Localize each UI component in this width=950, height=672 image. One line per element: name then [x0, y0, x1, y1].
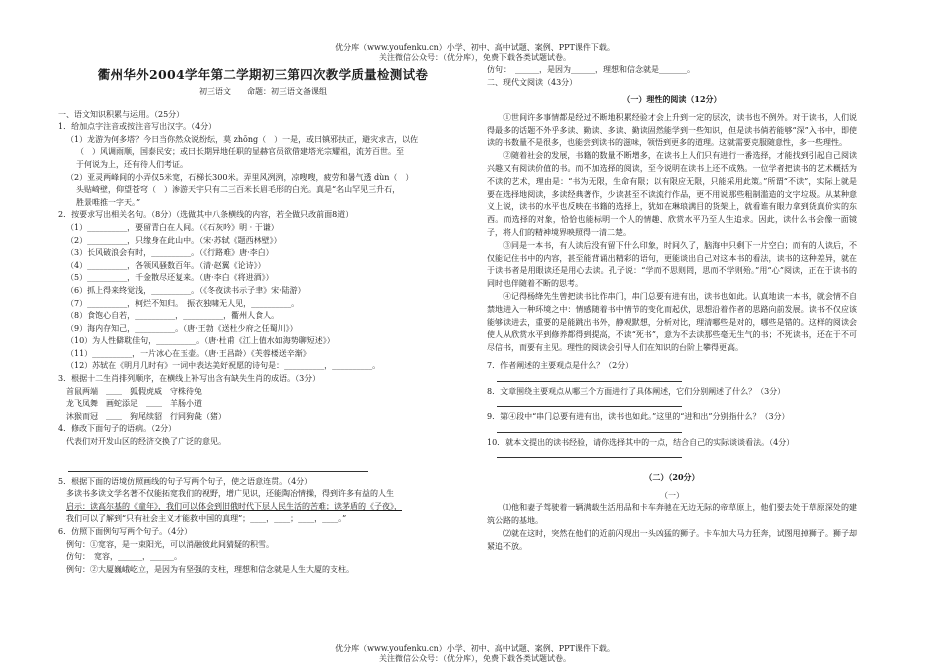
q2-item: （7）__________，柯烂不知归。 振衣独啸无人见，__________。	[66, 298, 300, 308]
q1-line: （2）亚灵两峰间的小弄仅5米宽，石梯长300米。弄里风冽洌，凉嗖嗖，疲劳和暑气透 dùn（ ）	[66, 172, 414, 182]
q3-row: 龙飞凤舞 画蛇添足 ＿＿ 羊肠小道	[66, 399, 202, 409]
q3-row: 沐猴而冠 ＿＿ 狗尾续貂 行同狗彘（猪）	[66, 411, 226, 421]
left-column	[58, 60, 468, 576]
exam-subtitle: 初三语文 命题：初三语文备课组	[199, 87, 327, 96]
answer-line	[68, 463, 368, 472]
question-3: 3．根据十二生肖排列顺序，在横线上补写出含有缺失生肖的成语。（3分）	[58, 374, 321, 384]
page-footer	[0, 644, 950, 664]
q2-item: （1）__________，要留青白在人间。（《石灰吟》明 · 于谦）	[66, 222, 279, 232]
q6-example-1: 例句：①宽容，是一束阳光，可以消融彼此间猜疑的积雪。	[66, 539, 274, 549]
q2-item: （4）__________，各领风骚数百年。（清·赵翼《论诗》）	[66, 260, 266, 270]
question-6: 6．仿照下面例句写两个句子。（4分）	[58, 527, 193, 536]
q5-line: 多读书多读文学名著不仅能拓宽我们的视野，增广见识，还能陶冶情操，得到许多有益的人生	[66, 489, 394, 499]
q5-line: 我们可以了解到“只有社会主义才能救中国的真理”；____，____；____，____。”	[66, 514, 347, 524]
reading-1-para-4: ④记得杨绛先生曾把读书比作串门，串门总要有进有出，读书也如此。认真地读一本书，就会情不自禁地进入一种环境之中：情感随着书中情节的变化而起伏，思想沿着作者的思路向前发展。读书不仅应该能够读进去，重要的是能跳出书外，静观默想，分析对比，理清哪些是对的，哪些是错的。这样的阅读会使人从欣赏水平到修养都得到提高，不读“死书”，意为不去读那些毫无生气的书；不死读书，还在于不可尽信书，而要有主见。理性的阅读会引导人们在知识的台阶上攀得更高。	[487, 291, 857, 353]
q3-row: 首鼠两端 ＿＿ 狐假虎威 守株待兔	[66, 386, 202, 396]
q2-item: （11）__________，一片冰心在玉壶。（唐·王昌龄）《芙蓉楼送辛渐》	[66, 348, 311, 358]
section-2-heading: 二、现代文阅读（43分）	[487, 77, 578, 87]
q6-example-2: 例句：②大厦巍峨屹立，是因为有坚强的支柱，理想和信念就是人生大厦的支柱。	[66, 564, 354, 574]
answer-line	[497, 398, 682, 407]
reading-1-para-3: ③同是一本书，有人读后没有留下什么印象，时间久了，脑海中只剩下一片空白；而有的人读后，不仅能记住书中的内容，甚至能背诵出精彩的语句，更能谈出自己对这本书的看法，读书的这种差异，就在于读书者是用眼读还是用心去读。孔子说：“学而不思则罔，思而不学则殆。”用“心”阅读，正在于读书的同时也伴随着不断的思考。	[487, 240, 857, 289]
q6-imitation-1: 仿句： 宽容，______，______。	[66, 552, 182, 562]
q2-item: （5）__________，千金散尽还复来。（唐·李白《将进酒》）	[66, 273, 274, 283]
q2-item: （6）抓上得来终觉浅，__________。（《冬夜读书示子聿》宋·陆游）	[66, 285, 306, 295]
reading-2-para-1: ⑴他和妻子驾驶着一辆满载生活用品和卡车奔驰在无边无际的帝草原上，他们要去处于草原深处的建筑公路的基地。	[487, 503, 857, 526]
header-line-2: 关注微信公众号：（优分库），免费下载各类试题试卷。	[379, 53, 571, 62]
answer-line	[497, 424, 682, 433]
q2-item: （12）苏轼在《明月几时有》一词中表达美好祝愿的诗句是：__________，__________。	[66, 361, 381, 371]
question-1: 1．给加点字注音或按注音写出汉字。（4分）	[58, 122, 217, 132]
reading-2-title: （二）（20分）	[644, 472, 700, 483]
reading-2-para-2: ⑵就在这时，突然在他们的近前闪现出一头凶猛的狮子。卡车加大马力狂奔，试图甩掉狮子。狮子却紧追不放。	[487, 529, 857, 551]
right-column	[487, 64, 857, 554]
question-8: 8．文章围绕主要观点从哪三个方面进行了具体阐述，它们分别阐述了什么？（3分）	[487, 386, 786, 396]
answer-line	[497, 449, 682, 458]
q1-line: 头贴崎壁，仰望苍穹（ ）渗游天宇只有二三百米长眉毛形的白光。真是“名山罕见三升石，	[76, 185, 401, 195]
q1-line: （ ）风调雨顺，国泰民安；或曰长期异地任职的显赫官员欲借建塔光宗耀祖，流芳百世。至	[76, 147, 404, 157]
question-7: 7．作者阐述的主要观点是什么？（2分）	[487, 360, 634, 370]
question-5: 5．根据下面的语境仿照画线的句子写两个句子，使之语意连贯。（4分）	[58, 476, 313, 486]
q2-item: （8）食饱心自若，__________，__________，衢州人食人。	[66, 311, 280, 321]
question-10: 10．就本文提出的读书经验，请你选择其中的一点，结合自己的实际谈谈看法。（4分）	[487, 437, 795, 447]
header-line-1: 优分库（www.youfenku.cn）小学、初中、高中试题、案例、PPT课件下载。	[335, 43, 615, 52]
q1-line: 胜景唯推一字天。”	[76, 197, 141, 207]
footer-line-2: 关注微信公众号：（优分库），免费下载各类试题试卷。	[379, 654, 571, 663]
answer-line	[497, 373, 682, 382]
exam-title: 衢州华外2004学年第二学期初三第四次教学质量检测试卷	[97, 67, 429, 82]
question-2: 2．按要求写出相关名句。（8分）（选做其中八条横线的内容，若全做只改前面8道）	[58, 210, 354, 220]
reading-1-title: （一）理性的阅读（12分）	[622, 94, 722, 105]
reading-2-subnumber: （一）	[660, 490, 684, 500]
section-1-heading: 一、语文知识积累与运用。（25分）	[58, 109, 185, 119]
q6-imitation-2: 仿句： ______，是因为______，理想和信念就是_______。	[487, 65, 695, 74]
q1-line: 于何说为上，还有待人们考证。	[76, 159, 188, 169]
q2-item: （2）__________，只缘身在此山中。（宋·苏轼《题西林壁》）	[66, 235, 282, 245]
reading-1-para-1: ①世间许多事情都是经过不断地积累经验才会上升到一定的层次，读书也不例外。对于读书，人们说得最多的话题不外乎多读、勤读、多读、勤读固然能学到一些知识，但是读书倘若能够“深”入书中，即使读的书数量不是很多，也能尝到读书的滋味，领悟到更多的道理。这就需要克服随意性，多一些理性。	[487, 112, 857, 148]
question-9: 9．第④段中“串门总要有进有出，读书也如此。”这里的“进和出”分别指什么？（3分）	[487, 412, 790, 422]
footer-line-1: 优分库（www.youfenku.cn）小学、初中、高中试题、案例、PPT课件下载。	[335, 644, 615, 653]
q2-item: （9）海内存知己，__________。（唐·王勃《送杜少府之任蜀川》）	[66, 323, 298, 333]
q1-line: （1）龙游为何多塔？今日当你然众说纷纭，莫 zhōng（ ）一是，或曰镇邪扶正，避灾求吉，以佐	[66, 134, 419, 144]
q2-item: （3）长风破浪会有时，__________。（《行路难》唐·李白）	[66, 248, 274, 258]
q4-sentence: 代表们对开发山区的经济交换了广泛的意见。	[66, 437, 226, 447]
reading-1-para-2: ②随着社会的发展，书籍的数量不断增多，在读书上人们只有进行一番选择，才能找到引起自己阅读兴趣又有阅读价值的书。而不加选择的阅读，至今说明在读书上还不成熟。一位学者把读书的艺术概括为不读的艺术，理由是：“书为无限，生命有限；以有限应无限，只能采用此策。”所谓“不读”，实际上就是要在选择地阅读，多读经典著作，少读甚至不读流行作品，更不用说那些粗制滥造的文字垃圾。从某种意义上说，读书的水平也反映在书籍的选择上，犹如在琳琅满目的货架上，就看谁有眼力拿到货真价实的东西。而选择的对象，恰恰也能标明一个人的情趣、欣赏水平乃至人生追求。因此，读什么书会像一面镜子，将人们的精神境界映照得一清二楚。	[487, 151, 857, 237]
q5-line-underlined: 启示：读高尔基的《童年》，我们可以体会到旧俄时代下层人民生活的苦难；读茅盾的《子夜》，	[66, 501, 402, 511]
q2-item: （10）为人性僻耽佳句，__________。（唐·杜甫《江上值水如海势聊短述》）	[66, 336, 335, 346]
question-4: 4．修改下面句子的语病。（2分）	[58, 424, 177, 434]
